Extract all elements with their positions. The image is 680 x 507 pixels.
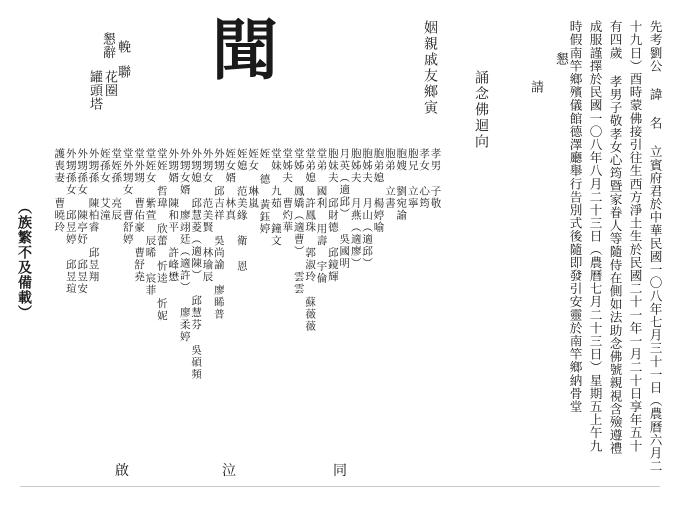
- family-member-column: 堂弟媳 許鳳珠 郭淑玲 蘇薇薇: [304, 148, 317, 333]
- family-member-column: 堂姊 鳳嬌（適曹） 雲雲: [292, 148, 305, 295]
- decline-can-tower: 罐頭塔: [87, 70, 102, 111]
- family-member-column: 胞姊夫 月山（適邱）: [361, 148, 374, 270]
- request-suffix: 請: [528, 80, 543, 94]
- main-text-column: 有四歲 孝男子敬孝女心筠暨家眷人等隨侍在側如法助念佛號親視含殮遵禮: [607, 20, 623, 455]
- family-member-column: 胞兄 立寧: [406, 148, 419, 210]
- family-member-column: 護喪妻 曹曉玲: [53, 148, 66, 234]
- family-member-column: 孝女 心筠: [418, 148, 431, 210]
- family-member-column: 姪 德 黃鈺婷: [258, 148, 271, 235]
- family-member-column: 堂姪女 紫萱 辰晞 宸菲: [144, 148, 157, 297]
- family-member-column: 堂外甥女 曹舒婷: [121, 148, 134, 246]
- decline-wreath: 花圈: [102, 70, 117, 97]
- family-member-column: 姪媳 范美緣 衛 恩: [235, 148, 248, 273]
- family-member-column: 月英（適邱） 吳國明: [338, 148, 351, 270]
- family-member-column: 堂姪 哲瑋 欣蕾 忻逵 忻妮: [155, 148, 168, 322]
- chant-line: 誦念佛迴向: [473, 70, 489, 150]
- main-text-column: 先考劉公 諱 名 立賓府君於中華民國一〇八年七月三十一日（農曆六月二: [647, 20, 663, 473]
- main-text-column: 時假南竿鄉殯儀館德澤廳舉行告別式後隨即發引安靈於南竿鄉納骨堂: [567, 20, 583, 413]
- family-member-column: 胞弟媳 楊婷喻: [372, 148, 385, 234]
- decline-couplet: 輓聯: [115, 40, 130, 90]
- family-member-column: 堂姊夫 曹灼華: [281, 148, 294, 234]
- family-member-column: 胞姊夫 月燕（適廖）: [349, 148, 362, 270]
- main-text-column: 成服謹擇於民國一〇八年八月二十三日（農曆七月二十三日）星期五上午九: [587, 20, 603, 453]
- family-member-column: 胞嫂 劉宛諭: [395, 148, 408, 222]
- family-member-column: 胞弟 立書: [383, 148, 396, 210]
- family-member-column: 外甥孫女 陳亭妤 邱昱安: [76, 148, 89, 295]
- family-member-column: 堂妹 九茹 鐘文: [269, 148, 282, 247]
- recipients: 姻親戚友鄉寅: [422, 20, 438, 116]
- family-member-column: 外甥婿 陳和平 許峰懋: [167, 148, 180, 283]
- request-prefix: 懇: [553, 52, 568, 66]
- family-member-column: 姪女婿 林真: [224, 148, 237, 222]
- family-member-column: 外甥孫 陳柏睿 邱昱翔: [87, 148, 100, 283]
- family-member-column: 外甥女婿 廖翊廷（適許） 廖柔婷: [178, 148, 191, 343]
- family-member-column: 胞妹夫 邱財德 邱鏡輝: [326, 148, 339, 283]
- family-member-column: 姪女 琳嵐: [247, 148, 260, 210]
- footer-qi2: 啟: [115, 463, 129, 479]
- footer-qi: 泣: [222, 463, 236, 479]
- family-member-column: 外甥媳 邱慧菱（適陳） 邱慧芬 吳碩頻: [190, 148, 203, 381]
- footer-tong: 同: [333, 463, 347, 479]
- main-text-column: 十九日）酉時蒙佛接引往生西方淨土生於民國二十一年一月二十日享年五十: [627, 20, 643, 453]
- family-member-column: 堂弟 國利 用壽 宇倫: [315, 148, 328, 285]
- family-member-column: 外甥 邱吉祥 吳尚諭 廖睎普: [212, 148, 225, 321]
- bottom-rule: [20, 486, 660, 487]
- family-member-column: 堂姪孫 亮辰: [110, 148, 123, 222]
- family-member-column: 外甥女 范美賢 林瑜辰: [201, 148, 214, 283]
- family-member-column: 孝男 子敬: [429, 148, 442, 210]
- announce-char: 聞: [212, 12, 278, 89]
- family-member-column: 外甥孫女 邱昱婷 邱昱瑄: [64, 148, 77, 295]
- omission-notice: （族繁不及備載）: [16, 200, 32, 320]
- family-member-column: 姪孫女 艾潼: [98, 148, 111, 222]
- decline-label: 懇辭: [100, 32, 115, 59]
- family-member-column: 堂外甥 曹佑豪 曹舒堯: [133, 148, 146, 283]
